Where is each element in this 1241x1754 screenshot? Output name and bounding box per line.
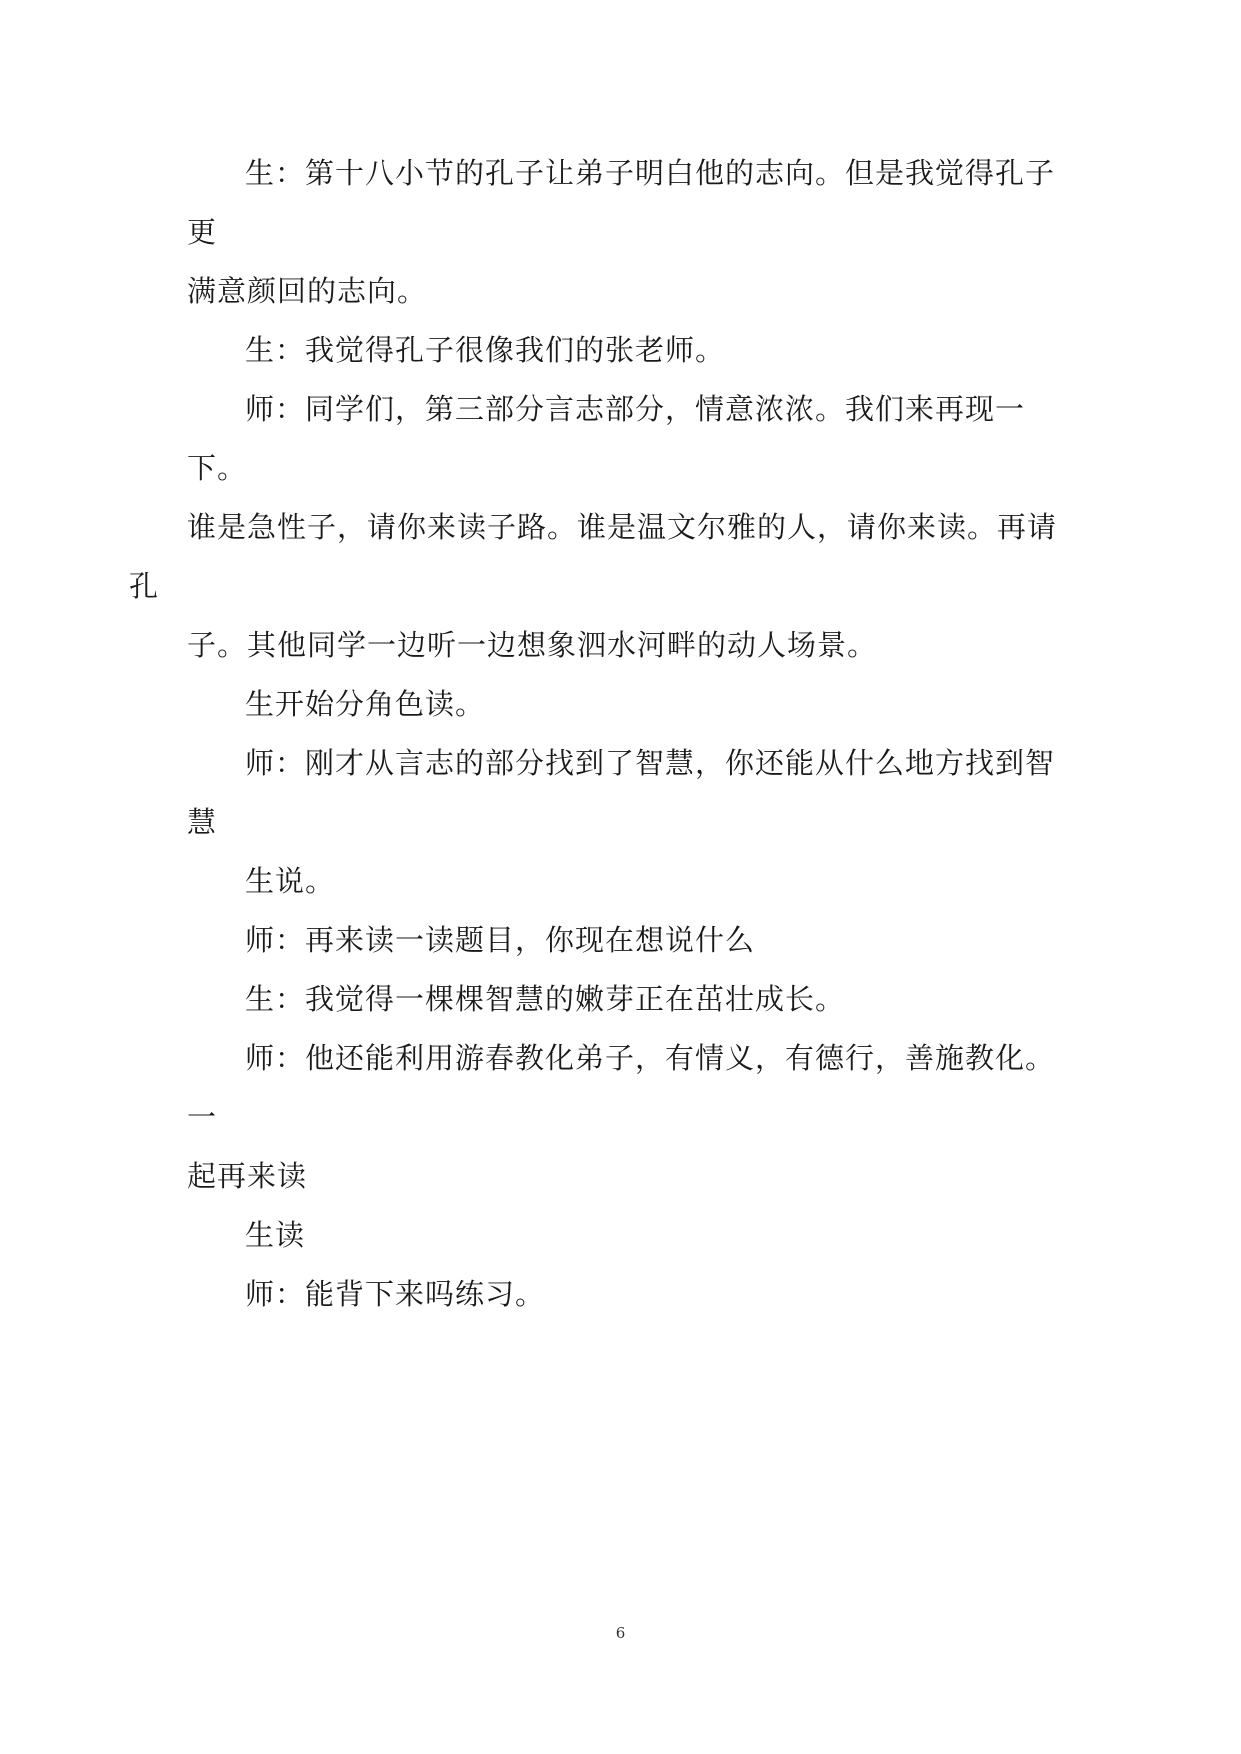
paragraph-line: 子。其他同学一边听一边想象泗水河畔的动人场景。	[187, 628, 878, 662]
paragraph-5	[187, 734, 1067, 852]
paragraph-line: 生说。	[245, 864, 336, 898]
paragraph-6	[187, 852, 1067, 911]
paragraph-line: 生：我觉得孔子很像我们的张老师。	[245, 333, 726, 367]
paragraph-line: 生开始分角色读。	[245, 687, 486, 721]
paragraph-3	[129, 380, 1067, 675]
paragraph-1	[187, 144, 1067, 321]
paragraph-11	[187, 1265, 1067, 1324]
paragraph-2	[187, 321, 1067, 380]
paragraph-line: 师：刚才从言志的部分找到了智慧，你还能从什么地方找到智慧	[187, 746, 1056, 839]
paragraph-line: 生：我觉得一棵棵智慧的嫩芽正在茁壮成长。	[245, 982, 846, 1016]
paragraph-line: 生：第十八小节的孔子让弟子明白他的志向。但是我觉得孔子更	[187, 156, 1056, 249]
paragraph-line: 起再来读	[187, 1159, 308, 1193]
document-body	[129, 144, 1067, 1324]
paragraph-line: 生读	[245, 1218, 306, 1252]
page-number: 6	[615, 1624, 626, 1642]
paragraph-10	[187, 1206, 1067, 1265]
paragraph-7	[187, 911, 1067, 970]
paragraph-8	[187, 970, 1067, 1029]
paragraph-line: 师：能背下来吗练习。	[245, 1277, 546, 1311]
paragraph-4	[187, 675, 1067, 734]
paragraph-line: 谁是急性子，请你来读子路。谁是温文尔雅的人，请你来读。再请孔	[129, 510, 1058, 603]
paragraph-line: 师：同学们，第三部分言志部分，情意浓浓。我们来再现一下。	[187, 392, 1026, 485]
paragraph-line: 师：他还能利用游春教化弟子，有情义，有德行，善施教化。一	[187, 1041, 1056, 1134]
paragraph-line: 满意颜回的志向。	[187, 274, 428, 308]
paragraph-9	[187, 1029, 1067, 1206]
paragraph-line: 师：再来读一读题目，你现在想说什么	[245, 923, 756, 957]
